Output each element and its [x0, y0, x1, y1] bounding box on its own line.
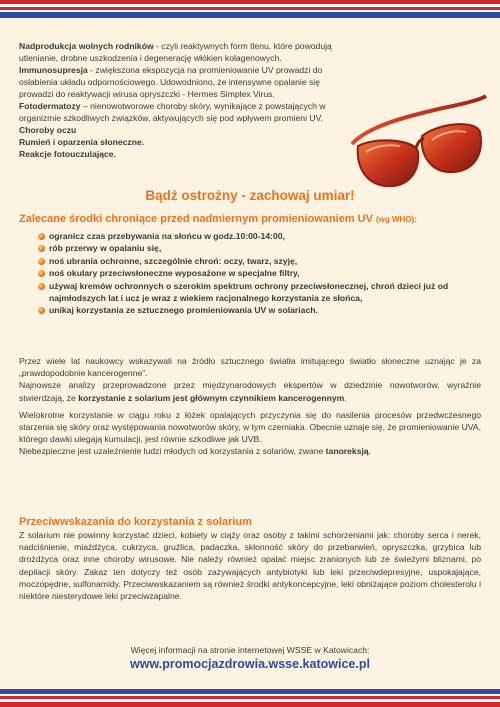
footer-text: Więcej informacji na stronie internetowej WSSE w Katowicach:	[130, 645, 370, 655]
website-link[interactable]: www.promocjazdrowia.wsse.katowice.pl	[130, 657, 370, 671]
bottom-stripes	[0, 689, 500, 707]
recommendations-title: Zalecane środki chroniące przed nadmiernym promieniowaniem UV (wg WHO):	[19, 213, 417, 225]
intro-section	[19, 40, 339, 160]
orange-dot-icon	[38, 307, 45, 314]
recommendations-section	[19, 212, 489, 317]
orange-dot-icon	[38, 245, 45, 252]
list-item: unikaj korzystania ze sztucznego promieniowania UV w solariach.	[39, 304, 489, 316]
paragraph: Wielokrotne korzystanie w ciągu roku z łóżek opalających przyczynia się do nasilenia procesów przedwczesnego starzenia się skóry oraz występowania nowotworów skóry, w tym czerniaka. Obecnie uznaje się, że promieniowanie UVA, którego dawki ulegają kumulacji, jest równie szkodliwe jak UVB.	[19, 409, 481, 445]
orange-dot-icon	[38, 233, 45, 240]
contraindications-section	[19, 515, 481, 602]
orange-dot-icon	[38, 270, 45, 277]
list-item: noś ubrania ochronne, szczególnie chroń: oczy, twarz, szyję,	[39, 255, 489, 267]
list-item: rób przerwy w opalaniu się,	[39, 242, 489, 254]
intro-line: Choroby oczu	[19, 125, 77, 135]
paragraph: Najnowsze analizy przeprowadzone przez międzynarodowych ekspertów w dziedzinie nowotworów, wyraźnie stwierdzają, że korzystanie z solarium jest głównym czynnikiem kancerogennym.	[19, 380, 481, 403]
intro-line: Nadprodukcja wolnych rodników - czyli reaktywnych form tlenu, które powodują utlenianie, drobne uszkodzenia i degenerację włókien kolagenowych.	[19, 41, 332, 63]
intro-line: Fotodermatozy – nienowotworowe choroby skóry, wynikające z powstających w organizmie szkodliwych związków, aktywujących się pod wpływem promieni UV.	[19, 101, 326, 123]
list-item: noś okulary przeciwsłoneczne wyposażone w specjalne filtry,	[39, 267, 489, 279]
paragraph: Niebezpieczne jest uzależnienie ludzi młodych od korzystania z solariów, zwane tanoreksją.	[19, 446, 372, 457]
intro-line: Rumień i oparzenia słoneczne.	[19, 137, 145, 147]
list-item: używaj kremów ochronnych o szerokim spektrum ochrony przeciwsłonecznej, chroń dzieci już od najmłodszych lat i ucz je wraz z wiekiem racjonalnego korzystania ze słońca,	[39, 280, 489, 305]
solarium-paragraphs	[19, 355, 481, 458]
intro-line: Immunosupresja - zwiększona ekspozycja na promieniowanie UV prowadzi do osłabienia układu odpornościowego. Udowodniono, że intensywne opalanie się prowadzi do reaktywacji wirusa opryszczki - Hermes Simplex Virus.	[19, 65, 323, 99]
list-item: ogranicz czas przebywania na słońcu w godz.10:00-14:00,	[39, 230, 489, 242]
paragraph: Z solarium nie powinny korzystać dzieci, kobiety w ciąży oraz osoby z takimi schorzeniami jak: choroby serca i nerek, nadciśnienie, miażdżyca, cukrzyca, gruźlica, padaczka, skłonność skóry do przebarwień, opryszczka, grzybica lub drożdżyca oraz inne choroby wirusowe. Nie należy również opalać miejsc zranionych lub ze świeżymi bliznami, po depilacji skóry. Zakaz ten dotyczy też osób zażywających antybiotyki lub leki przeciwdepresyjne, uspokajające, moczopędne, sulfonamidy. Przeciwwskazaniem są również środki antykoncepcyjne, leki obniżające poziom cholesterolu i niektóre niesterydowe leki przeciwzapalne.	[19, 530, 481, 602]
recommendations-list	[19, 230, 489, 317]
orange-dot-icon	[38, 283, 45, 290]
intro-line: Reakcje fotouczulające.	[19, 149, 116, 159]
top-stripes	[0, 0, 500, 18]
orange-dot-icon	[38, 258, 45, 265]
sunglasses-icon	[348, 86, 488, 196]
slogan: Bądź ostrożny - zachowaj umiar!	[145, 188, 355, 203]
paragraph: Przez wiele lat naukowcy wskazywali na źródło sztucznego światła imitującego światło słoneczne uznając je za „prawdopodobnie kancerogenne”.	[19, 356, 481, 379]
contraindications-title: Przeciwwskazania do korzystania z solarium	[19, 516, 252, 528]
